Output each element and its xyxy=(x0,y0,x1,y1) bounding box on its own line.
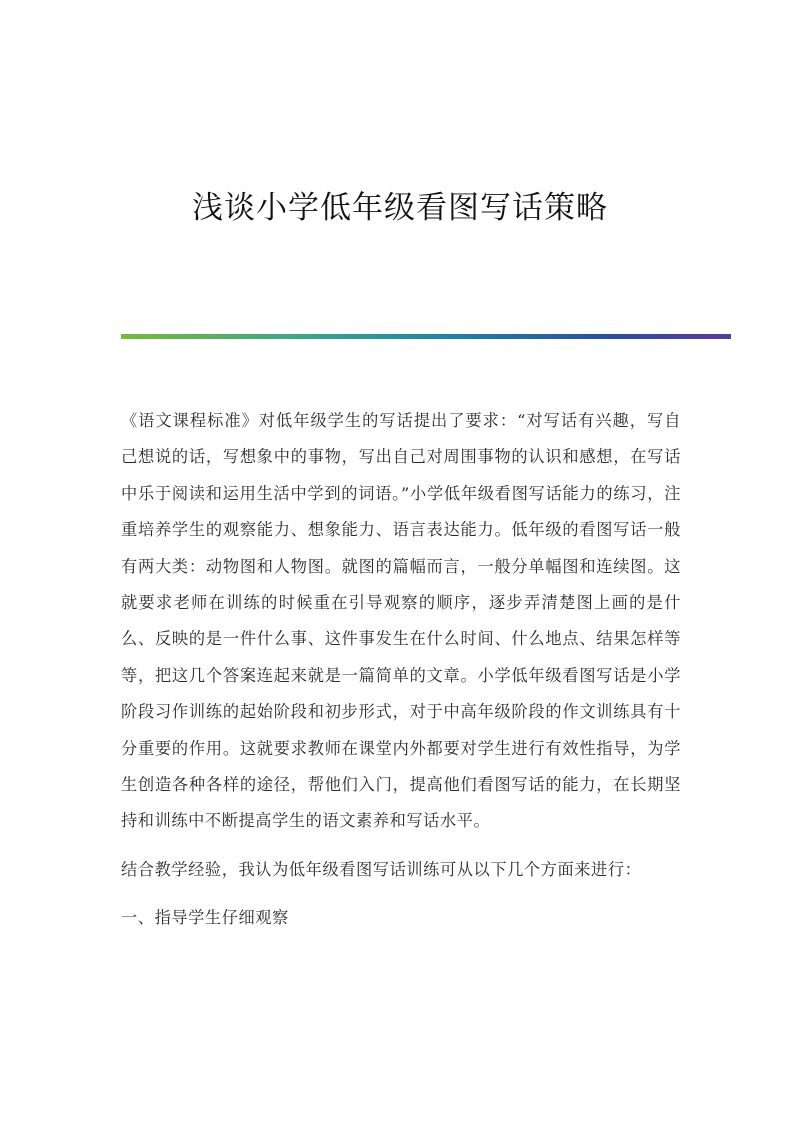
section-heading-1: 一、指导学生仔细观察 xyxy=(121,908,289,928)
document-body xyxy=(121,403,681,949)
page-title: 浅谈小学低年级看图写话策略 xyxy=(192,190,608,226)
title-divider xyxy=(121,334,731,339)
paragraph-method-intro: 结合教学经验，我认为低年级看图写话训练可从以下几个方面来进行： xyxy=(121,859,642,879)
paragraph-intro: 《语文课程标准》对低年级学生的写话提出了要求：“对写话有兴趣，写自己想说的话，写想象中的事物，写出自己对周围事物的认识和感想，在写话中乐于阅读和运用生活中学到的词语。”小学低年级看图写话能力的练习，注重培养学生的观察能力、想象能力、语言表达能力。低年级的看图写话一般有两大类：动物图和人物图。就图的篇幅而言，一般分单幅图和连续图。这就要求老师在训练的时候重在引导观察的顺序，逐步弄清楚图上画的是什么、反映的是一件什么事、这件事发生在什么时间、什么地点、结果怎样等等，把这几个答案连起来就是一篇简单的文章。小学低年级看图写话是小学阶段习作训练的起始阶段和初步形式，对于中高年级阶段的作文训练具有十分重要的作用。这就要求教师在课堂内外都要对学生进行有效性指导，为学生创造各种各样的途径，帮他们入门，提高他们看图写话的能力，在长期坚持和训练中不断提高学生的语文素养和写话水平。 xyxy=(121,411,681,831)
